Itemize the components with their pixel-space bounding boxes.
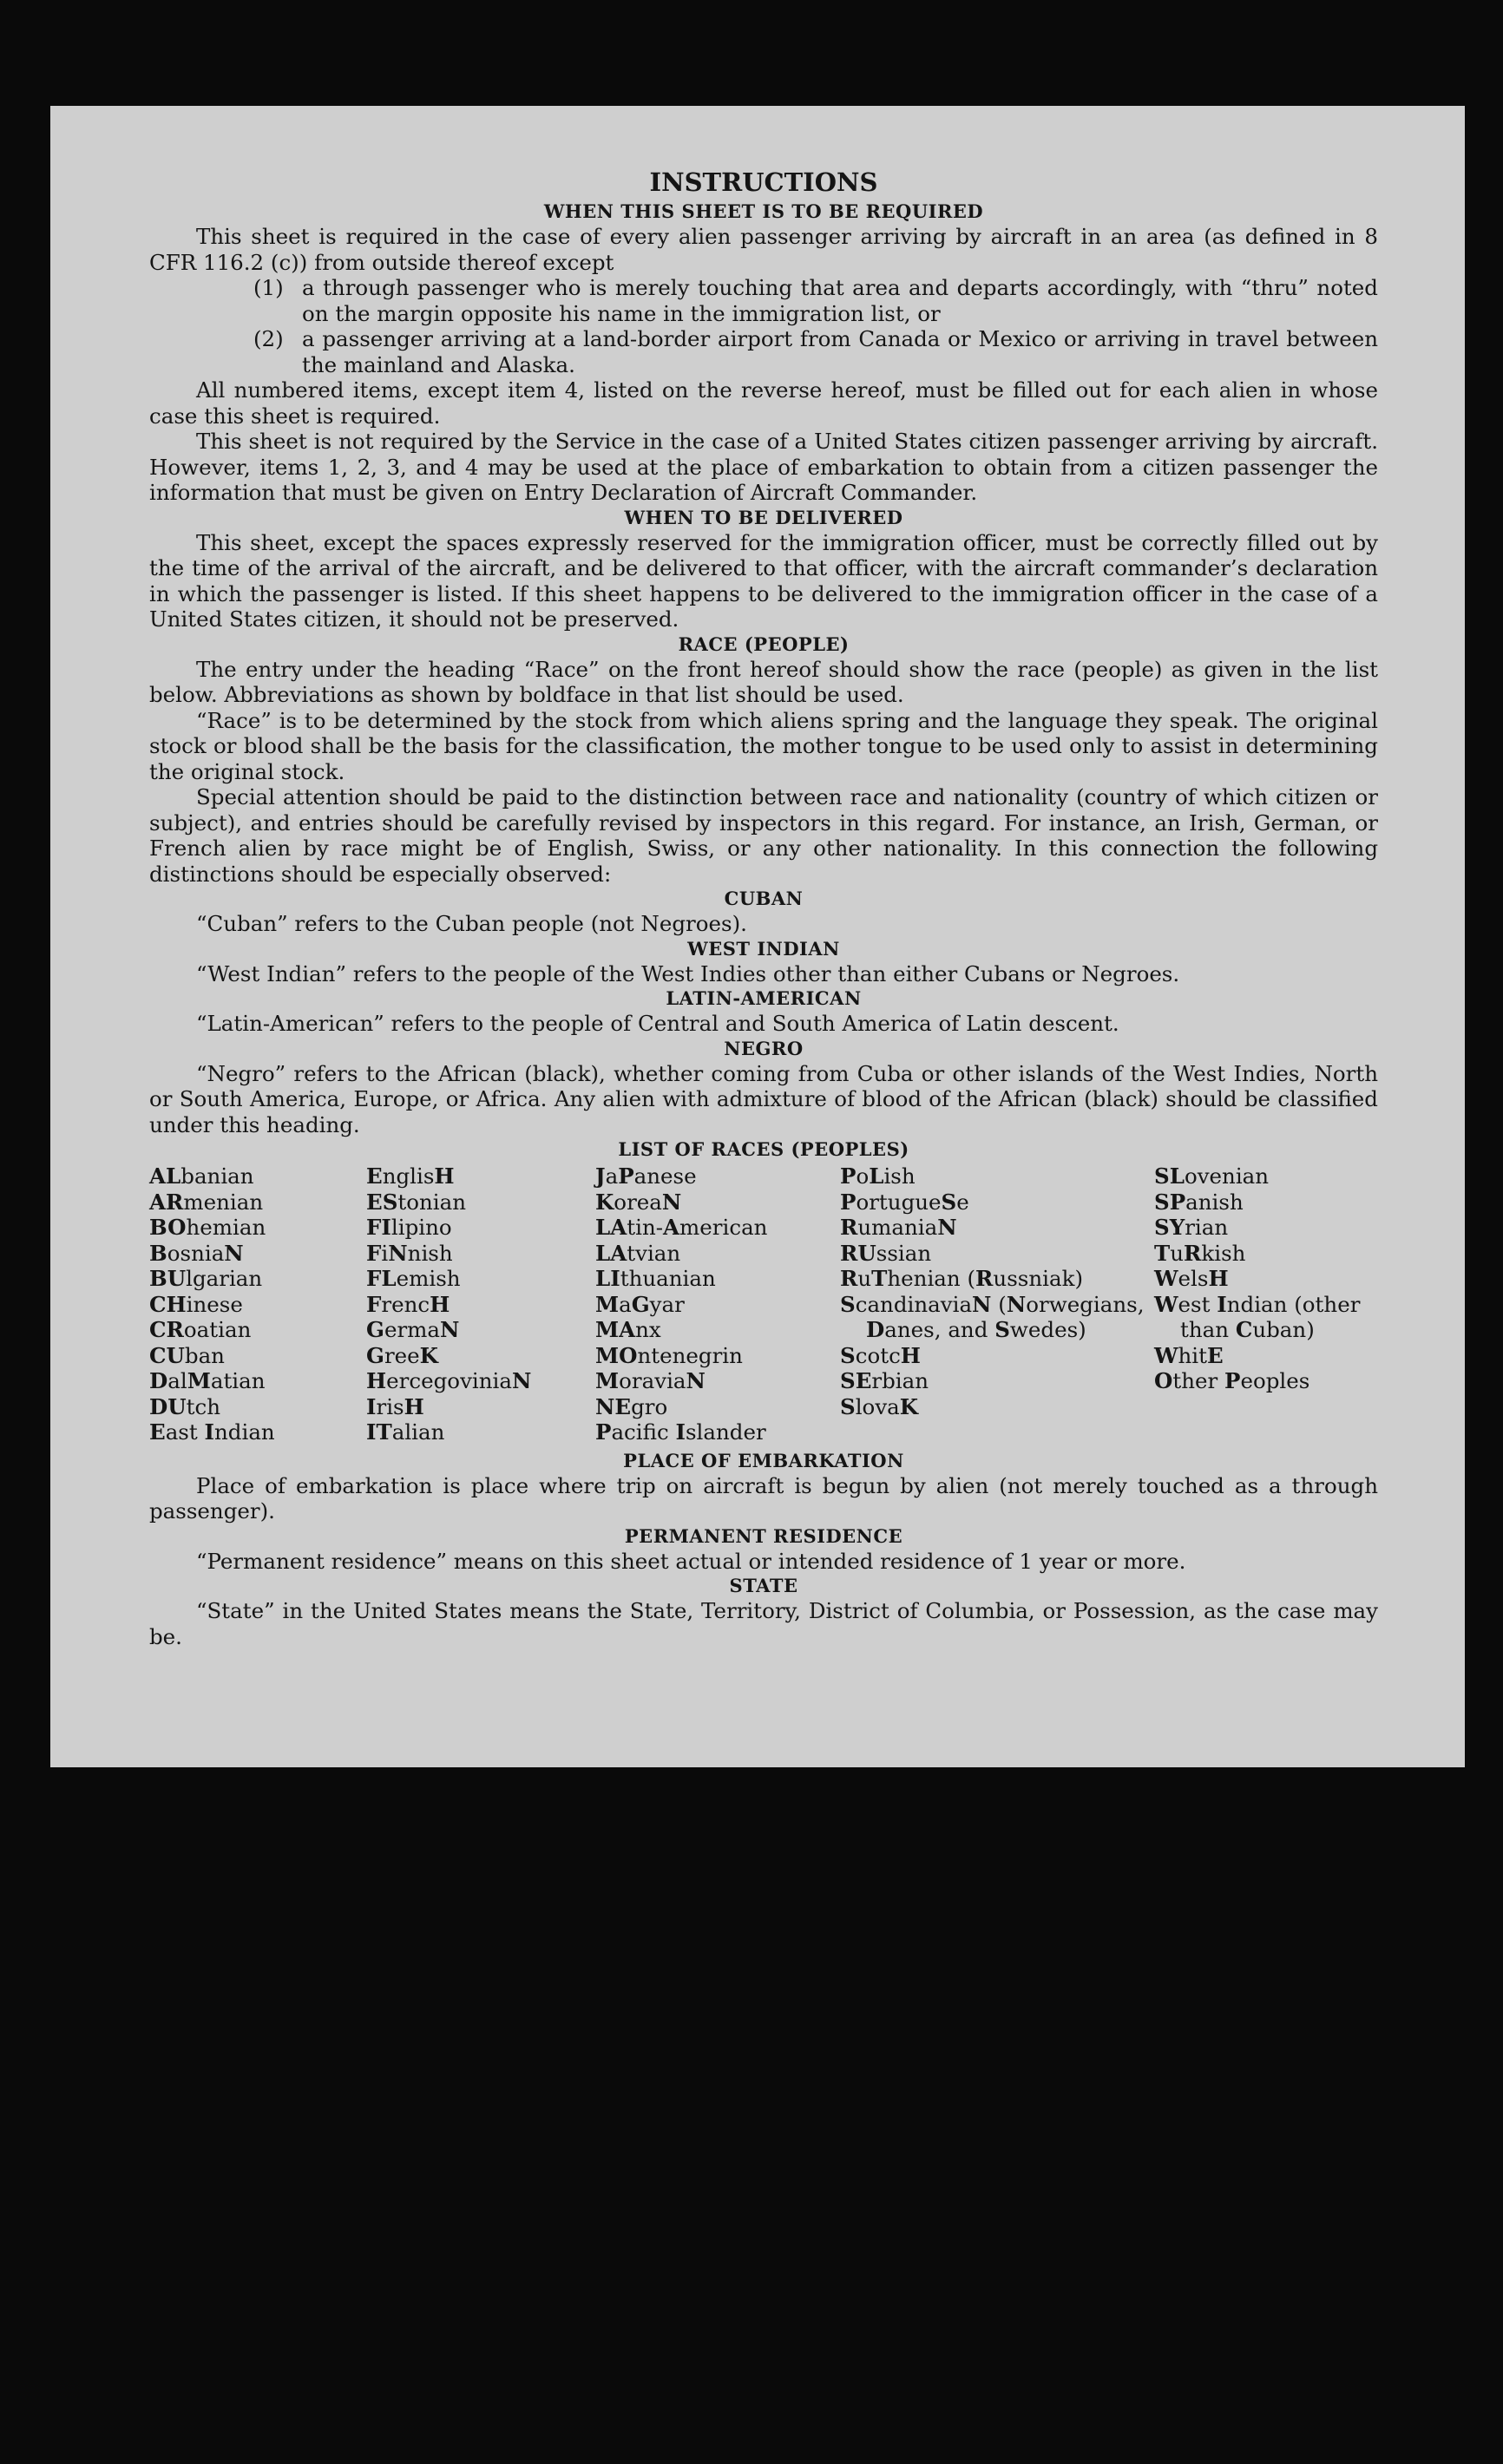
races-column <box>595 1163 840 1445</box>
race-entry: IrisH <box>366 1393 424 1419</box>
race-entry: East Indian <box>149 1419 275 1445</box>
race-entry: BOhemian <box>149 1215 266 1240</box>
heading-west-indian: WEST INDIAN <box>687 937 840 960</box>
heading-state: STATE <box>729 1575 798 1596</box>
paragraph: This sheet is required in the case of every alien passenger arriving by aircraft in an area (as defined in 8 CFR 116.2 (c)) from outside thereof except <box>149 224 1378 275</box>
list-item <box>149 326 1378 377</box>
race-entry: CRoatian <box>149 1317 252 1342</box>
race-entry: SlovaK <box>840 1393 919 1419</box>
race-entry: LIthuanian <box>595 1266 716 1291</box>
page-title: INSTRUCTIONS <box>649 167 878 197</box>
races-column <box>840 1163 1154 1445</box>
race-entry: MOntenegrin <box>595 1342 743 1368</box>
race-entry: ALbanian <box>149 1163 254 1189</box>
item-number: (2) <box>253 326 284 351</box>
race-entry: ITalian <box>366 1419 445 1445</box>
paragraph: “State” in the United States means the State, Territory, District of Columbia, or Possession, as the case may be. <box>149 1598 1378 1649</box>
paragraph: “Cuban” refers to the Cuban people (not Negroes). <box>196 911 747 936</box>
race-entry: FiNnish <box>366 1240 453 1266</box>
item-number: (1) <box>253 275 284 300</box>
race-entry: ScotcH <box>840 1342 921 1368</box>
heading-latin-american: LATIN-AMERICAN <box>666 987 862 1009</box>
race-entry: WhitE <box>1154 1342 1224 1368</box>
heading-cuban: CUBAN <box>724 888 804 909</box>
race-entry: DalMatian <box>149 1368 266 1393</box>
paragraph: “West Indian” refers to the people of the West Indies other than either Cubans or Negroes. <box>196 960 1180 986</box>
heading-when-delivered: WHEN TO BE DELIVERED <box>624 506 903 528</box>
race-entry: TuRkish <box>1154 1240 1246 1266</box>
races-list <box>149 1163 1378 1445</box>
paragraph: “Negro” refers to the African (black), whether coming from Cuba or other islands of the West Indies, North or South America, Europe, or Africa. Any alien with admixture of blood of the African (black) should be classified under this heading. <box>149 1060 1378 1137</box>
race-entry: FLemish <box>366 1266 461 1291</box>
heading-when-required: WHEN THIS SHEET IS TO BE REQUIRED <box>543 200 984 222</box>
race-entry: BosniaN <box>149 1240 244 1266</box>
race-entry: SPanish <box>1154 1189 1244 1215</box>
paragraph: “Permanent residence” means on this sheet actual or intended residence of 1 year or more. <box>196 1548 1186 1574</box>
race-entry: GermaN <box>366 1317 460 1342</box>
race-entry: MAnx <box>595 1317 661 1342</box>
heading-list-of-races: LIST OF RACES (PEOPLES) <box>618 1138 909 1160</box>
race-entry: DUtch <box>149 1393 220 1419</box>
race-entry: RUssian <box>840 1240 932 1266</box>
heading-permanent-residence: PERMANENT RESIDENCE <box>624 1524 903 1547</box>
race-entry: RumaniaN <box>840 1215 957 1240</box>
race-entry: CUban <box>149 1342 225 1368</box>
race-entry: PoLish <box>840 1163 916 1189</box>
paragraph: “Latin-American” refers to the people of Central and South America of Latin descent. <box>196 1011 1119 1036</box>
paragraph: All numbered items, except item 4, listed on the reverse hereof, must be filled out for each alien in whose case this sheet is required. <box>149 377 1378 429</box>
race-entry: BUlgarian <box>149 1266 263 1291</box>
races-column <box>1154 1163 1380 1445</box>
race-entry: SLovenian <box>1154 1163 1270 1189</box>
paragraph: Special attention should be paid to the distinction between race and nationality (country of which citizen or subject), and entries should be carefully revised by inspectors in this regard. For instance, an Irish, German, or French alien by race might be of English, Swiss, or any other nationality. In this connection the following distinctions should be especially observed: <box>149 784 1378 887</box>
race-entry: WelsH <box>1154 1266 1229 1291</box>
heading-negro: NEGRO <box>724 1037 804 1059</box>
race-entry: RuThenian (Russniak) <box>840 1266 1084 1291</box>
race-entry: JaPanese <box>595 1163 697 1189</box>
race-entry: KoreaN <box>595 1189 682 1215</box>
race-entry: ScandinaviaN (Norwegians, Danes, and Swedes) <box>840 1291 1145 1342</box>
race-entry: ARmenian <box>149 1189 264 1215</box>
race-entry: FIlipino <box>366 1215 452 1240</box>
race-entry: SErbian <box>840 1368 929 1393</box>
race-entry: GreeK <box>366 1342 438 1368</box>
race-entry: NEgro <box>595 1393 668 1419</box>
paragraph: “Race” is to be determined by the stock from which aliens spring and the language they speak. The original stock or blood shall be the basis for the classification, the mother tongue to be used only to assist in determining the original stock. <box>149 707 1378 784</box>
races-column <box>149 1163 366 1445</box>
race-entry: MaGyar <box>595 1291 685 1317</box>
list-item <box>149 275 1378 326</box>
race-entry: PortugueSe <box>840 1189 969 1215</box>
item-text: a passenger arriving at a land-border airport from Canada or Mexico or arriving in travel between the mainland and Alaska. <box>302 326 1378 377</box>
race-entry: FrencH <box>366 1291 450 1317</box>
race-entry: SYrian <box>1154 1215 1229 1240</box>
race-entry: West Indian (other than Cuban) <box>1154 1291 1361 1342</box>
paragraph: Place of embarkation is place where trip on aircraft is begun by alien (not merely touched as a through passenger). <box>149 1472 1378 1524</box>
race-entry: EnglisH <box>366 1163 455 1189</box>
heading-race: RACE (PEOPLE) <box>678 632 850 655</box>
race-entry: Pacifc Islander <box>595 1419 766 1445</box>
paragraph: This sheet, except the spaces expressly reserved for the immigration officer, must be correctly filled out by the time of the arrival of the aircraft, and be delivered to that officer, with the aircraft commander’s declaration in which the passenger is listed. If this sheet happens to be delivered to the immigration officer in the case of a United States citizen, it should not be preserved. <box>149 529 1378 632</box>
race-entry: HercegoviniaN <box>366 1368 532 1393</box>
race-entry: MoraviaN <box>595 1368 706 1393</box>
races-column <box>366 1163 595 1445</box>
item-text: a through passenger who is merely touching that area and departs accordingly, with “thru” noted on the margin opposite his name in the immigration list, or <box>302 275 1378 326</box>
race-entry: LAtvian <box>595 1240 681 1266</box>
heading-embarkation: PLACE OF EMBARKATION <box>623 1449 904 1471</box>
race-entry: LAtin-American <box>595 1215 768 1240</box>
race-entry: Other Peoples <box>1154 1368 1310 1393</box>
race-entry: CHinese <box>149 1291 243 1317</box>
paragraph: This sheet is not required by the Service in the case of a United States citizen passenger arriving by aircraft. However, items 1, 2, 3, and 4 may be used at the place of embarkation to obtain from a citizen passenger the information that must be given on Entry Declaration of Aircraft Commander. <box>149 429 1378 505</box>
race-entry: EStonian <box>366 1189 467 1215</box>
instruction-sheet <box>50 106 1465 1767</box>
paragraph: The entry under the heading “Race” on the front hereof should show the race (people) as given in the list below. Abbreviations as shown by boldface in that list should be used. <box>149 656 1378 707</box>
